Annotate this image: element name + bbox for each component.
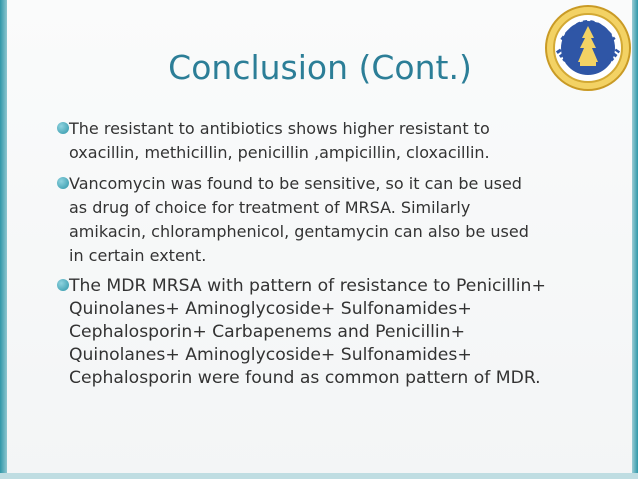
bullet-3-line-4: Quinolanes+ Aminoglycoside+ Sulfonamides+	[69, 345, 472, 365]
frame-bottom-bar	[0, 473, 638, 479]
bullet-2-line-2: as drug of choice for treatment of MRSA. Similarly	[69, 198, 471, 217]
bullet-3-line-2: Quinolanes+ Aminoglycoside+ Sulfonamides+	[69, 299, 472, 319]
bullet-1-line-2: oxacillin, methicillin, penicillin ,ampicillin, cloxacillin.	[69, 143, 490, 162]
slide-title: Conclusion (Cont.)	[168, 48, 472, 87]
bullet-3-line-1: The MDR MRSA with pattern of resistance to Penicillin+	[69, 276, 546, 296]
bullet-list	[17, 117, 592, 397]
bullet-dot-icon	[57, 279, 69, 291]
bullet-dot-icon	[57, 122, 69, 134]
bullet-1-line-1: The resistant to antibiotics shows higher resistant to	[69, 119, 490, 138]
frame-left-bar	[0, 0, 7, 479]
bullet-item-2	[17, 172, 592, 268]
bullet-3-line-5: Cephalosporin were found as common pattern of MDR.	[69, 368, 541, 388]
frame-right-bar	[632, 0, 638, 479]
bullet-item-1	[17, 117, 592, 165]
bullet-2-line-1: Vancomycin was found to be sensitive, so it can be used	[69, 174, 522, 193]
bullet-dot-icon	[57, 177, 69, 189]
bullet-2-line-3: amikacin, chloramphenicol, gentamycin can also be used	[69, 222, 529, 241]
bullet-3-line-3: Cephalosporin+ Carbapenems and Penicillin+	[69, 322, 465, 342]
bullet-2-line-4: in certain extent.	[69, 246, 207, 265]
bullet-item-3	[17, 275, 592, 390]
